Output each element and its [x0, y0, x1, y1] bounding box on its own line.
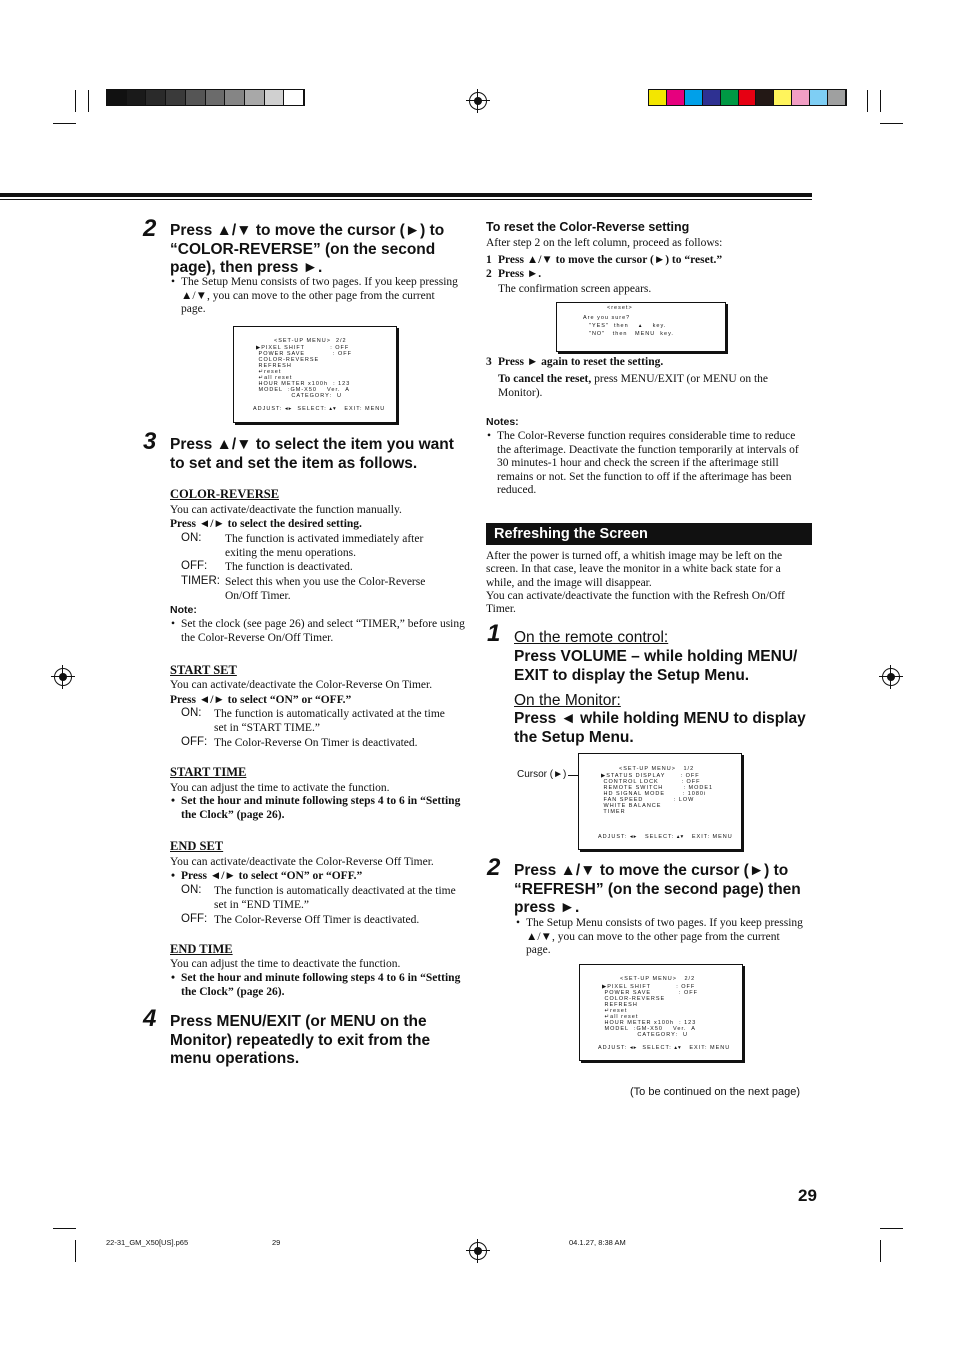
reset-step: Press ▲/▼ to move the cursor (►) to “reset.” — [498, 254, 723, 266]
option-key: ON: — [181, 884, 202, 896]
step-subtitle: On the remote control: — [514, 629, 669, 646]
notes-label: Notes: — [486, 416, 519, 428]
gray-swatch — [146, 90, 166, 105]
menu-line: CONTROL LOCK : OFF — [601, 779, 701, 785]
reset-step-num: 3 — [486, 356, 492, 368]
confirm-line: Are you sure? — [583, 315, 631, 321]
option-key: ON: — [181, 707, 202, 719]
option-key: OFF: — [181, 560, 208, 572]
confirm-line: "YES" then ▴ key. — [589, 323, 667, 329]
cursor-label: Cursor (►) — [517, 769, 567, 780]
menu-line: COLOR-REVERSE — [602, 996, 666, 1002]
reset-step: Press ►. — [498, 268, 542, 280]
header-rule-thin — [0, 199, 812, 200]
menu-line: HOUR METER x100h : 123 — [256, 381, 351, 387]
menu-line: HOUR METER x100h : 123 — [602, 1020, 697, 1026]
crop-mark — [75, 90, 76, 112]
color-swatch — [721, 90, 739, 105]
refresh-paragraph: You can activate/deactivate the function with the Refresh On/Off Timer. — [486, 590, 785, 616]
option-value: The function is automatically activated at the time set in “START TIME.” — [214, 708, 445, 734]
menu-line: ▶PIXEL SHIFT : OFF — [256, 345, 350, 351]
section-press: Press ◄/► to select “ON” or “OFF.” — [170, 694, 352, 706]
menu-line: REFRESH — [256, 363, 292, 369]
step-heading: Press ▲/▼ to select the item you want to set and set the item as follows. — [170, 436, 454, 472]
step-number: 2 — [143, 215, 157, 242]
note-label: Note: — [170, 604, 197, 616]
section-title: END SET — [170, 839, 224, 853]
gray-swatch — [265, 90, 285, 105]
step-heading: Press ▲/▼ to move the cursor (►) to “REFRESH” (on the second page) then press ►. — [514, 862, 801, 916]
menu-footer: ADJUST: ◂▸ SELECT: ▴▾ EXIT: MENU — [598, 1045, 731, 1051]
section-title: COLOR-REVERSE — [170, 487, 280, 501]
color-swatch — [792, 90, 810, 105]
menu-line: CATEGORY: U — [256, 393, 343, 399]
setup-menu-screen — [579, 964, 743, 1061]
step-subtitle: On the Monitor: — [514, 692, 621, 709]
gray-swatch — [206, 90, 226, 105]
crop-mark — [880, 1228, 903, 1229]
registration-mark-icon — [469, 1242, 487, 1260]
menu-line: HD SIGNAL MODE : 1080i — [601, 791, 707, 797]
cancel-bold: To cancel the reset, — [498, 373, 592, 385]
reset-cancel — [498, 372, 803, 400]
step-number: 4 — [143, 1005, 157, 1032]
gray-swatch — [186, 90, 206, 105]
step-bullet: • The Setup Menu consists of two pages. If you keep pressing ▲/▼, you can move to the other page from the current page. — [526, 917, 806, 958]
crop-mark — [88, 90, 89, 112]
footer-file: 22-31_GM_X50[US].p65 — [106, 1238, 189, 1247]
menu-line: ↵reset — [256, 369, 282, 375]
section-desc: You can adjust the time to deactivate the function. — [170, 958, 401, 970]
notes-text: • The Color-Reverse function requires considerable time to reduce the afterimage. Deactivate the function temporarily at intervals of 30 minutes-1 hour and check the screen if the afterimage still remains or not. Set the function to off if the afterimage has been reduced. — [497, 430, 810, 498]
section-band: Refreshing the Screen — [486, 523, 812, 545]
menu-line: MODEL :GM-X50 Ver. A — [602, 1026, 696, 1032]
gray-swatch — [107, 90, 127, 105]
section-desc: You can activate/deactivate the Color-Reverse On Timer. — [170, 679, 433, 691]
menu-line: COLOR-REVERSE — [256, 357, 320, 363]
menu-line: MODEL :GM-X50 Ver. A — [256, 387, 350, 393]
header-rule — [0, 193, 812, 197]
menu-line: REFRESH — [602, 1002, 638, 1008]
option-value: Select this when you use the Color-Reverse On/Off Timer. — [225, 576, 426, 602]
section-bullet: • Set the hour and minute following steps 4 to 6 in “Setting the Clock” (page 26). — [181, 972, 466, 999]
step-bullet: • The Setup Menu consists of two pages. If you keep pressing ▲/▼, you can move to the other page from the current page. — [181, 276, 461, 317]
menu-footer: ADJUST: ◂▸ SELECT: ▴▾ EXIT: MENU — [253, 406, 386, 412]
color-swatch — [774, 90, 792, 105]
menu-line: ↵reset — [602, 1008, 628, 1014]
crop-mark — [53, 1228, 76, 1229]
menu-footer: ADJUST: ◂▸ SELECT: ▴▾ EXIT: MENU — [598, 834, 733, 840]
section-title: START SET — [170, 663, 237, 677]
menu-line: FAN SPEED : LOW — [601, 797, 695, 803]
option-key: OFF: — [181, 913, 208, 925]
section-desc: You can adjust the time to activate the function. — [170, 782, 390, 794]
crop-mark — [53, 123, 76, 124]
grayscale-bar — [106, 89, 305, 106]
crop-mark — [75, 1240, 76, 1262]
confirm-line: "NO" then MENU key. — [589, 331, 674, 337]
note-text: • Set the clock (see page 26) and select “TIMER,” before using the Color-Reverse On/Off Timer. — [181, 618, 466, 645]
setup-menu-screen — [233, 326, 397, 423]
step-heading: Press VOLUME – while holding MENU/ EXIT to display the Setup Menu. — [514, 648, 798, 684]
page-number: 29 — [798, 1186, 817, 1205]
step-number: 3 — [143, 428, 157, 455]
step-number: 1 — [487, 620, 501, 647]
color-swatch — [667, 90, 685, 105]
option-value: The Color-Reverse Off Timer is deactivated. — [214, 914, 420, 926]
menu-line: ↵all reset — [256, 375, 293, 381]
gray-swatch — [225, 90, 245, 105]
confirm-title: <reset> — [607, 305, 633, 311]
reset-step-num: 2 — [486, 268, 492, 280]
section-press: Press ◄/► to select the desired setting. — [170, 518, 362, 530]
color-swatch — [756, 90, 774, 105]
step-heading: Press ◄ while holding MENU to display the Setup Menu. — [514, 710, 806, 746]
menu-title: <SET-UP MENU> 2/2 — [274, 338, 347, 344]
step-heading: Press MENU/EXIT (or MENU on the Monitor) repeatedly to exit from the menu operations. — [170, 1013, 431, 1067]
step-number: 2 — [487, 854, 501, 881]
crop-mark — [880, 90, 881, 112]
option-value: The function is deactivated. — [225, 561, 353, 573]
menu-line: POWER SAVE : OFF — [256, 351, 352, 357]
gray-swatch — [166, 90, 186, 105]
menu-line: WHITE BALANCE — [601, 803, 662, 809]
menu-line: REMOTE SWITCH : MODE1 — [601, 785, 714, 791]
reset-intro: After step 2 on the left column, proceed as follows: — [486, 237, 723, 249]
reset-step-num: 1 — [486, 254, 492, 266]
section-desc: You can activate/deactivate the function manually. — [170, 504, 402, 516]
footer-date: 04.1.27, 8:38 AM — [569, 1238, 626, 1247]
color-bar — [648, 89, 847, 106]
crop-mark — [867, 90, 868, 112]
menu-line: ↵all reset — [602, 1014, 639, 1020]
option-value: The Color-Reverse On Timer is deactivated. — [214, 737, 418, 749]
cancel-text: press MENU/EXIT (or MENU on the Monitor). — [498, 373, 768, 399]
reset-confirm-screen — [556, 302, 726, 352]
crop-mark — [880, 1240, 881, 1262]
gray-swatch — [127, 90, 147, 105]
registration-mark-icon — [469, 92, 487, 110]
step-heading: Press ▲/▼ to move the cursor (►) to “COLOR-REVERSE” (on the second page), then press ►. — [170, 222, 445, 276]
setup-menu-screen — [578, 753, 742, 850]
registration-mark-icon — [882, 668, 900, 686]
menu-line: ▶STATUS DISPLAY : OFF — [601, 773, 700, 779]
option-key: ON: — [181, 532, 202, 544]
section-title: END TIME — [170, 942, 233, 956]
color-swatch — [703, 90, 721, 105]
refresh-paragraph: After the power is turned off, a whitish image may be left on the screen. In that case, leave the monitor in a white back state for a while, and the image will disappear. — [486, 550, 783, 589]
option-value: The function is activated immediately after exiting the menu operations. — [225, 533, 424, 559]
menu-line: TIMER — [601, 809, 626, 815]
reset-title: To reset the Color-Reverse setting — [486, 220, 690, 234]
section-title: START TIME — [170, 765, 247, 779]
menu-line: POWER SAVE : OFF — [602, 990, 698, 996]
color-swatch — [739, 90, 757, 105]
section-bullet: • Set the hour and minute following steps 4 to 6 in “Setting the Clock” (page 26). — [181, 795, 466, 822]
menu-line: ▶PIXEL SHIFT : OFF — [602, 984, 696, 990]
option-value: The function is automatically deactivated at the time set in “END TIME.” — [214, 885, 456, 911]
continued-note: (To be continued on the next page) — [630, 1086, 801, 1098]
color-swatch — [828, 90, 846, 105]
color-swatch — [810, 90, 828, 105]
color-swatch — [685, 90, 703, 105]
option-key: TIMER: — [181, 575, 220, 587]
menu-title: <SET-UP MENU> 1/2 — [619, 766, 695, 772]
section-desc: You can activate/deactivate the Color-Reverse Off Timer. — [170, 856, 434, 868]
reset-step-note: The confirmation screen appears. — [498, 283, 652, 295]
reset-step: Press ► again to reset the setting. — [498, 356, 664, 368]
gray-swatch — [245, 90, 265, 105]
section-bullet: • Press ◄/► to select “ON” or “OFF.” — [181, 870, 362, 884]
crop-mark — [880, 123, 903, 124]
option-key: OFF: — [181, 736, 208, 748]
menu-line: CATEGORY: U — [602, 1032, 689, 1038]
footer-page: 29 — [272, 1238, 281, 1247]
menu-title: <SET-UP MENU> 2/2 — [620, 976, 696, 982]
gray-swatch — [284, 90, 304, 105]
registration-mark-icon — [54, 668, 72, 686]
color-swatch — [649, 90, 667, 105]
